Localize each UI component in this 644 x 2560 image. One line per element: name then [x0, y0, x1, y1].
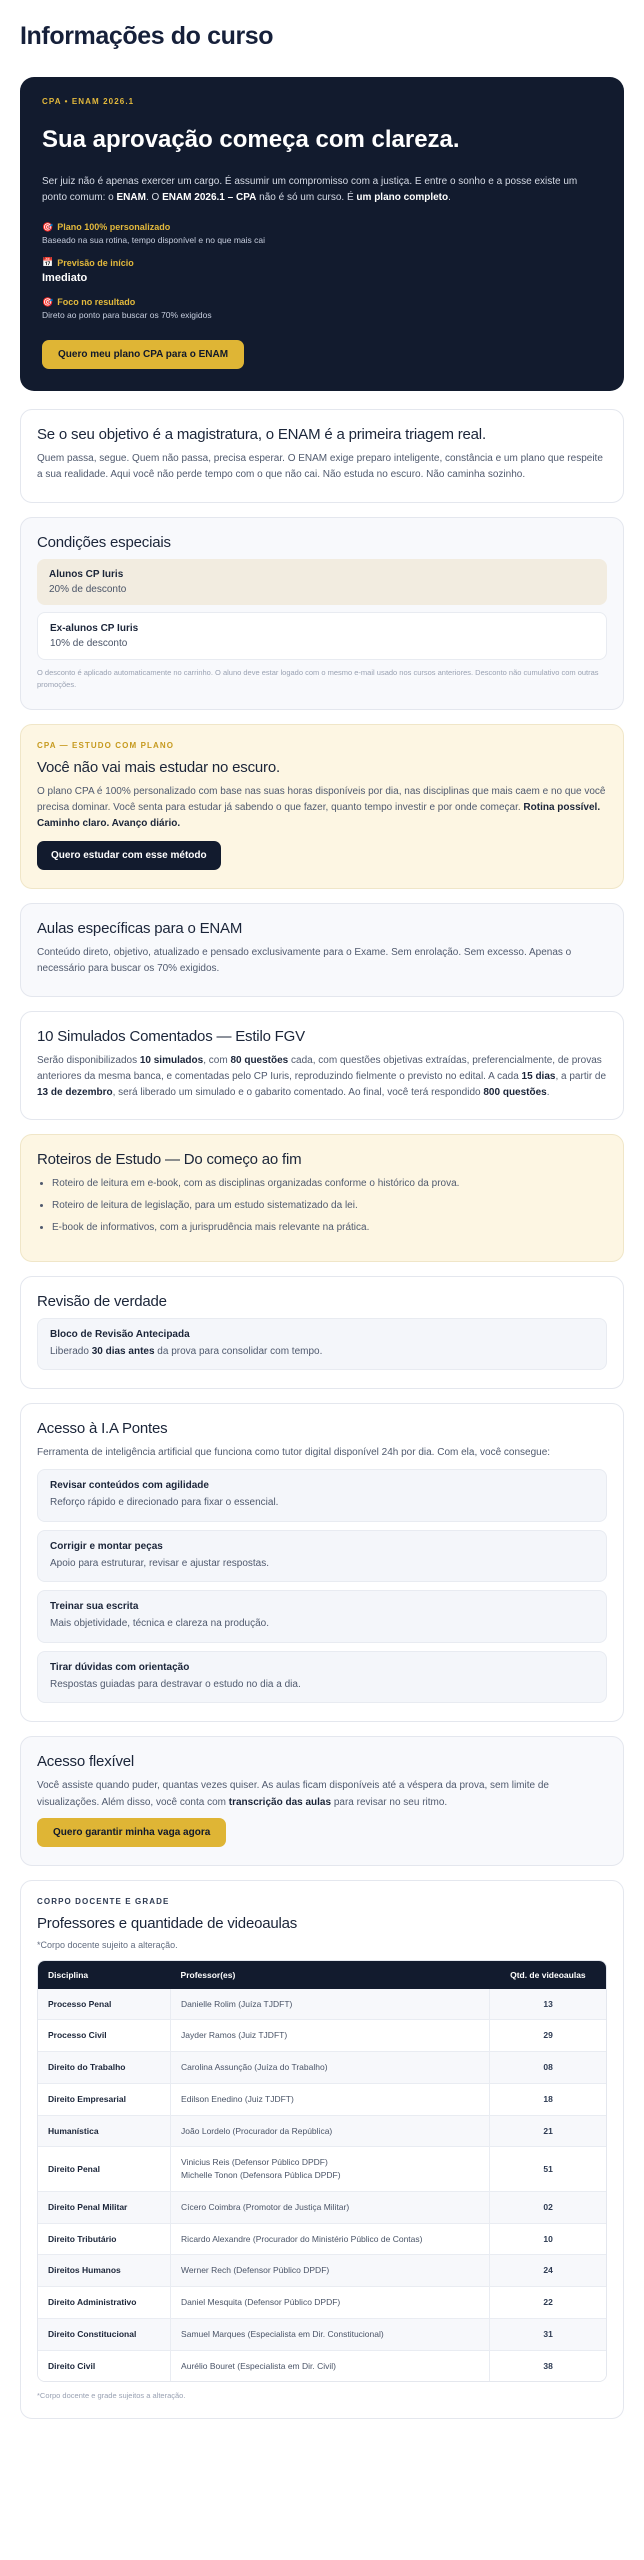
- column-header-professor: Professor(es): [171, 1961, 490, 1989]
- revisao-title: Revisão de verdade: [37, 1292, 167, 1310]
- acesso-flexivel-body: Você assiste quando puder, quantas vezes quiser. As aulas ficam disponíveis até a véspera da prova, sem limite de visualizações. Além disso, você conta com transcrição das aulas para revisar no seu ritmo.: [37, 1780, 549, 1808]
- corpo-docente-note: *Corpo docente sujeito a alteração.: [37, 1939, 178, 1950]
- acesso-flexivel-card: [20, 1736, 624, 1865]
- ia-pontes-item: [37, 1530, 607, 1583]
- magistratura-card: [20, 409, 624, 502]
- cell-professor: Daniel Mesquita (Defensor Público DPDF): [171, 2287, 490, 2319]
- cell-professor: Carolina Assunção (Juíza do Trabalho): [171, 2052, 490, 2084]
- list-item: • Roteiro de leitura em e-book, com as disciplinas organizadas conforme o histórico da prova.: [52, 1176, 607, 1192]
- cell-disciplina: Direito do Trabalho: [38, 2052, 171, 2084]
- cell-disciplina: Direito Penal: [38, 2147, 171, 2192]
- roteiros-title: Roteiros de Estudo — Do começo ao fim: [37, 1151, 302, 1169]
- table-row: [38, 2287, 606, 2319]
- teachers-table-body: [38, 1989, 606, 2382]
- hero-feature-title: Plano 100% personalizado: [57, 222, 171, 233]
- revisao-card: [20, 1276, 624, 1390]
- hero-feature-head: [42, 258, 602, 268]
- magistratura-body: Quem passa, segue. Quem não passa, precisa esperar. O ENAM exige preparo inteligente, constância e um plano que respeite a sua realidade. Aqui você não perde tempo com o que não cai. Não estuda no escuro. Não caminha sozinho.: [37, 453, 603, 481]
- condicao-value: 10% de desconto: [50, 637, 128, 649]
- list-item: • E-book de informativos, com a jurisprudência mais relevante na prática.: [52, 1220, 607, 1236]
- ia-pontes-item-desc: Mais objetividade, técnica e clareza na produção.: [50, 1618, 270, 1630]
- cell-disciplina: Direito Empresarial: [38, 2083, 171, 2115]
- cell-qtd-videoaulas: 21: [490, 2115, 606, 2147]
- revisao-box-desc: Liberado 30 dias antes da prova para consolidar com tempo.: [50, 1345, 323, 1357]
- corpo-docente-card: [20, 1880, 624, 2420]
- acesso-flexivel-cta-button[interactable]: Quero garantir minha vaga agora: [37, 1818, 226, 1847]
- cell-professor: Danielle Rolim (Juíza TJDFT): [171, 1989, 490, 2020]
- ia-pontes-item-desc: Respostas guiadas para destravar o estudo no dia a dia.: [50, 1678, 301, 1690]
- cell-professor: Cícero Coimbra (Promotor de Justiça Militar): [171, 2191, 490, 2223]
- page-title: Informações do curso: [20, 22, 274, 50]
- cell-disciplina: Processo Civil: [38, 2020, 171, 2052]
- simulados-title: 10 Simulados Comentados — Estilo FGV: [37, 1027, 305, 1045]
- table-row: [38, 1989, 606, 2020]
- table-row: [38, 2191, 606, 2223]
- teachers-table-wrapper: [37, 1960, 607, 2383]
- revisao-box-title: Bloco de Revisão Antecipada: [50, 1328, 190, 1340]
- ia-pontes-item-title: Corrigir e montar peças: [50, 1540, 163, 1552]
- calendar-icon: 📅: [42, 257, 54, 268]
- cell-disciplina: Direito Civil: [38, 2350, 171, 2381]
- table-row: [38, 2052, 606, 2084]
- corpo-docente-title: Professores e quantidade de videoaulas: [37, 1914, 298, 1932]
- revisao-box: [37, 1318, 607, 1371]
- cell-qtd-videoaulas: 24: [490, 2255, 606, 2287]
- table-row: [38, 2223, 606, 2255]
- ia-pontes-item: [37, 1651, 607, 1704]
- table-row: [38, 2115, 606, 2147]
- hero-feature-title: Previsão de início: [57, 257, 134, 268]
- cell-qtd-videoaulas: 18: [490, 2083, 606, 2115]
- cell-qtd-videoaulas: 13: [490, 1989, 606, 2020]
- column-header-qtd: Qtd. de videoaulas: [490, 1961, 606, 1989]
- ia-pontes-item: [37, 1590, 607, 1643]
- ia-pontes-body: Ferramenta de inteligência artificial que funciona como tutor digital disponível 24h por dia. Com ela, você consegue:: [37, 1447, 551, 1459]
- ia-pontes-item-desc: Apoio para estruturar, revisar e ajustar respostas.: [50, 1557, 269, 1569]
- condicao-label: Ex-alunos CP Iuris: [50, 622, 139, 634]
- hero-feature-title: Foco no resultado: [57, 297, 136, 308]
- aulas-body: Conteúdo direto, objetivo, atualizado e pensado exclusivamente para o Exame. Sem enrolação. Sem excesso. Apenas o necessário para buscar os 70% exigidos.: [37, 947, 572, 975]
- estudo-plano-cta-button[interactable]: Quero estudar com esse método: [37, 841, 221, 870]
- ia-pontes-item-title: Revisar conteúdos com agilidade: [50, 1480, 209, 1492]
- condicao-item-ex-alunos: [37, 612, 607, 660]
- cell-professor: Werner Rech (Defensor Público DPDF): [171, 2255, 490, 2287]
- hero-feature-head: [42, 222, 602, 232]
- column-header-disciplina: Disciplina: [38, 1961, 171, 1989]
- hero-headline: Sua aprovação começa com clareza.: [42, 125, 460, 153]
- cell-professor: Jayder Ramos (Juiz TJDFT): [171, 2020, 490, 2052]
- ia-pontes-item-desc: Reforço rápido e direcionado para fixar o essencial.: [50, 1497, 279, 1509]
- cell-professor: João Lordelo (Procurador da República): [171, 2115, 490, 2147]
- hero-feature: [42, 222, 602, 247]
- teachers-table-head: [38, 1961, 606, 1989]
- condicao-value: 20% de desconto: [49, 583, 127, 595]
- ia-pontes-title: Acesso à I.A Pontes: [37, 1420, 168, 1438]
- estudo-plano-card: [20, 724, 624, 890]
- simulados-body: Serão disponibilizados 10 simulados, com 80 questões cada, com questões objetivas extraídas, preferencialmente, de provas anteriores da mesma banca, e comentadas pelo CP Iuris, reproduzindo fielmente o previsto no edital. A cada 15 dias, a partir de 13 de dezembro, será liberado um simulado e o gabarito comentado. Ao final, você terá respondido 800 questões.: [37, 1054, 607, 1098]
- hero-lead: Ser juiz não é apenas exercer um cargo. É assumir um compromisso com a justiça. E entre o sonho e a posse existe um ponto comum: o ENAM. O ENAM 2026.1 – CPA não é só um curso. É um plano completo.: [42, 175, 578, 203]
- cell-professor: Ricardo Alexandre (Procurador do Ministério Público de Contas): [171, 2223, 490, 2255]
- cell-professor: Aurélio Bouret (Especialista em Dir. Civil): [171, 2350, 490, 2381]
- simulados-card: [20, 1011, 624, 1121]
- cell-qtd-videoaulas: 31: [490, 2318, 606, 2350]
- cell-qtd-videoaulas: 51: [490, 2147, 606, 2192]
- condicao-item-alunos: [37, 559, 607, 605]
- cell-disciplina: Humanística: [38, 2115, 171, 2147]
- hero-feature-sub: Baseado na sua rotina, tempo disponível e no que mais cai: [42, 235, 266, 246]
- roteiros-card: [20, 1134, 624, 1262]
- hero-feature-sub: Direto ao ponto para buscar os 70% exigidos: [42, 310, 212, 321]
- cell-professor: Samuel Marques (Especialista em Dir. Constitucional): [171, 2318, 490, 2350]
- cell-disciplina: Direito Penal Militar: [38, 2191, 171, 2223]
- cell-qtd-videoaulas: 08: [490, 2052, 606, 2084]
- list-item: • Roteiro de leitura de legislação, para um estudo sistematizado da lei.: [52, 1198, 607, 1214]
- ia-pontes-item-title: Tirar dúvidas com orientação: [50, 1661, 190, 1673]
- ia-pontes-card: [20, 1403, 624, 1722]
- target-icon: 🎯: [42, 221, 54, 232]
- cell-qtd-videoaulas: 10: [490, 2223, 606, 2255]
- hero-feature: [42, 258, 602, 287]
- cell-disciplina: Direitos Humanos: [38, 2255, 171, 2287]
- hero-feature: [42, 297, 602, 322]
- roteiros-list: [37, 1176, 607, 1237]
- cell-disciplina: Direito Administrativo: [38, 2287, 171, 2319]
- ia-pontes-item-title: Treinar sua escrita: [50, 1601, 139, 1613]
- hero-eyebrow: CPA • ENAM 2026.1: [42, 97, 135, 106]
- condicao-label: Alunos CP Iuris: [49, 568, 124, 580]
- ia-pontes-item: [37, 1469, 607, 1522]
- cell-disciplina: Direito Constitucional: [38, 2318, 171, 2350]
- corpo-docente-eyebrow: CORPO DOCENTE E GRADE: [37, 1896, 170, 1906]
- cell-professor: Vinicius Reis (Defensor Público DPDF) Michelle Tonon (Defensora Pública DPDF): [171, 2147, 490, 2192]
- estudo-plano-body: O plano CPA é 100% personalizado com base nas suas horas disponíveis por dia, nas disciplinas que mais caem e no que você precisa dominar. Você senta para estudar já sabendo o que fazer, quanto tempo investir e por onde começar. Rotina possível. Caminho claro. Avanço diário.: [37, 785, 606, 829]
- table-row: [38, 2147, 606, 2192]
- cell-qtd-videoaulas: 22: [490, 2287, 606, 2319]
- aulas-title: Aulas específicas para o ENAM: [37, 920, 243, 938]
- corpo-docente-footer: *Corpo docente e grade sujeitos a alteração.: [37, 2391, 186, 2401]
- cell-qtd-videoaulas: 02: [490, 2191, 606, 2223]
- table-row: [38, 2255, 606, 2287]
- teachers-table: [38, 1961, 606, 2382]
- condicoes-note: O desconto é aplicado automaticamente no carrinho. O aluno deve estar logado com o mesmo e-mail usado nos cursos anteriores. Desconto não cumulativo com outras promoções.: [37, 667, 599, 689]
- cell-qtd-videoaulas: 38: [490, 2350, 606, 2381]
- hero-cta-button[interactable]: Quero meu plano CPA para o ENAM: [42, 340, 244, 369]
- hero-feature-sub: Imediato: [42, 271, 88, 284]
- cell-disciplina: Processo Penal: [38, 1989, 171, 2020]
- estudo-plano-title: Você não vai mais estudar no escuro.: [37, 758, 280, 776]
- acesso-flexivel-title: Acesso flexível: [37, 1753, 135, 1771]
- magistratura-title: Se o seu objetivo é a magistratura, o ENAM é a primeira triagem real.: [37, 426, 486, 444]
- table-row: [38, 2350, 606, 2381]
- aulas-card: [20, 903, 624, 996]
- table-row: [38, 2083, 606, 2115]
- table-row: [38, 2318, 606, 2350]
- estudo-plano-eyebrow: CPA — ESTUDO COM PLANO: [37, 740, 175, 750]
- cell-disciplina: Direito Tributário: [38, 2223, 171, 2255]
- hero-feature-head: [42, 297, 602, 307]
- cell-qtd-videoaulas: 29: [490, 2020, 606, 2052]
- bullseye-icon: 🎯: [42, 296, 54, 307]
- condicoes-card: [20, 517, 624, 710]
- cell-professor: Edilson Enedino (Juiz TJDFT): [171, 2083, 490, 2115]
- condicoes-title: Condições especiais: [37, 533, 171, 551]
- table-row: [38, 2020, 606, 2052]
- hero-card: [20, 77, 624, 391]
- table-header-row: [38, 1961, 606, 1989]
